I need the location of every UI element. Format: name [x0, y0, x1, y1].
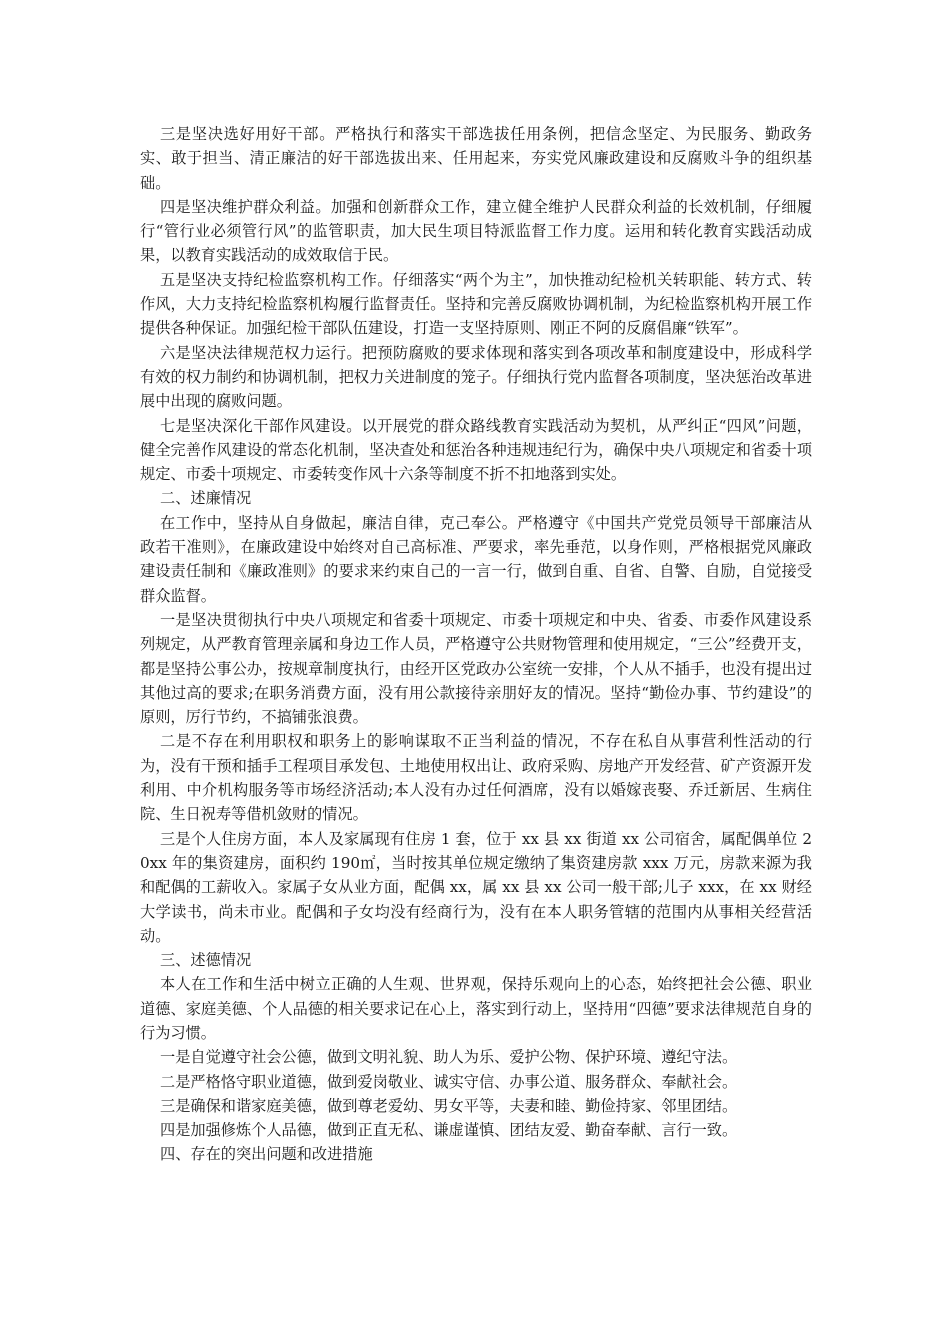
section-heading-morality: 三、述德情况 [160, 951, 252, 970]
paragraph-protect-masses: 四是坚决维护群众利益。加强和创新群众工作，建立健全维护人民群众利益的长效机制，仔细履行“管行业必须管行风”的监管职责，加大民生项目特派监督工作力度。运用和转化教育实践活动成果，以教育实践活动的成效取信于民。 [140, 197, 812, 265]
paragraph-support-discipline: 五是坚决支持纪检监察机构工作。仔细落实“两个为主”，加快推动纪检机关转职能、转方式、转作风，大力支持纪检监察机构履行监督责任。坚持和完善反腐败协调机制，为纪检监察机构开展工作提供各种保证。加强纪检干部队伍建设，打造一支坚持原则、刚正不阿的反腐倡廉“铁军”。 [140, 270, 812, 338]
paragraph-family-virtue: 三是确保和谐家庭美德，做到尊老爱幼、男女平等，夫妻和睦、勤俭持家、邻里团结。 [160, 1096, 738, 1115]
document-body [140, 122, 812, 1167]
paragraph-professional-ethics: 二是严格恪守职业道德，做到爱岗敬业、诚实守信、办事公道、服务群众、奉献社会。 [160, 1072, 738, 1091]
section-heading-integrity: 二、述廉情况 [160, 489, 252, 508]
paragraph-integrity-intro: 在工作中，坚持从自身做起，廉洁自律，克己奉公。严格遵守《中国共产党党员领导干部廉洁从政若干准则》，在廉政建设中始终对自己高标准、严要求，率先垂范，以身作则，严格根据党风廉政建设责任制和《廉政准则》的要求来约束自己的一言一行，做到自重、自省、自警、自励，自觉接受群众监督。 [140, 513, 812, 605]
paragraph-personal-character: 四是加强修炼个人品德，做到正直无私、谦虚谨慎、团结友爱、勤奋奉献、言行一致。 [160, 1121, 738, 1140]
paragraph-social-morality: 一是自觉遵守社会公德，做到文明礼貌、助人为乐、爱护公物、保护环境、遵纪守法。 [160, 1048, 738, 1067]
paragraph-work-style: 七是坚决深化干部作风建设。以开展党的群众路线教育实践活动为契机，从严纠正“四风”问题，健全完善作风建设的常态化机制，坚决查处和惩治各种违规违纪行为，确保中央八项规定和省委十项规定、市委十项规定、市委转变作风十六条等制度不折不扣地落到实处。 [140, 416, 812, 484]
paragraph-housing: 三是个人住房方面，本人及家属现有住房 1 套，位于 xx 县 xx 街道 xx 公司宿舍，属配偶单位 20xx 年的集资建房，面积约 190㎡，当时按其单位规定缴纳了集资建房款 xxx 万元，房款来源为我和配偶的工薪收入。家属子女从业方面，配偶 xx，属 xx 县 xx 公司一般干部;儿子 xxx，在 xx 财经大学读书，尚未市业。配偶和子女均没有经商行为，没有在本人职务管辖的范围内从事相关经营活动。 [140, 829, 812, 945]
paragraph-regulate-power: 六是坚决法律规范权力运行。把预防腐败的要求体现和落实到各项改革和制度建设中，形成科学有效的权力制约和协调机制，把权力关进制度的笼子。仔细执行党内监督各项制度，坚决惩治改革进展中出现的腐败问题。 [140, 343, 812, 411]
paragraph-morality-intro: 本人在工作和生活中树立正确的人生观、世界观，保持乐观向上的心态，始终把社会公德、职业道德、家庭美德、个人品德的相关要求记在心上，落实到行动上，坚持用“四德”要求法律规范自身的行为习惯。 [140, 975, 812, 1042]
paragraph-no-improper-gain: 二是不存在利用职权和职务上的影响谋取不正当利益的情况，不存在私自从事营利性活动的行为，没有干预和插手工程项目承发包、土地使用权出让、政府采购、房地产开发经营、矿产资源开发利用、中介机构服务等市场经济活动;本人没有办过任何酒席，没有以婚嫁丧娶、乔迁新居、生病住院、生日祝寿等借机敛财的情况。 [140, 732, 812, 824]
paragraph-eight-rules: 一是坚决贯彻执行中央八项规定和省委十项规定、市委十项规定和中央、省委、市委作风建设系列规定，从严教育管理亲属和身边工作人员，严格遵守公共财物管理和使用规定，“三公”经费开支，都是坚持公事公办，按规章制度执行，由经开区党政办公室统一安排，个人从不插手，也没有提出过其他过高的要求;在职务消费方面，没有用公款接待亲朋好友的情况。坚持“勤俭办事、节约建设”的原则，厉行节约，不搞铺张浪费。 [140, 610, 812, 727]
section-heading-problems: 四、存在的突出问题和改进措施 [160, 1145, 373, 1164]
paragraph-select-cadres: 三是坚决选好用好干部。严格执行和落实干部选拔任用条例，把信念坚定、为民服务、勤政务实、敢于担当、清正廉洁的好干部选拔出来、任用起来，夯实党风廉政建设和反腐败斗争的组织基础。 [140, 125, 812, 192]
